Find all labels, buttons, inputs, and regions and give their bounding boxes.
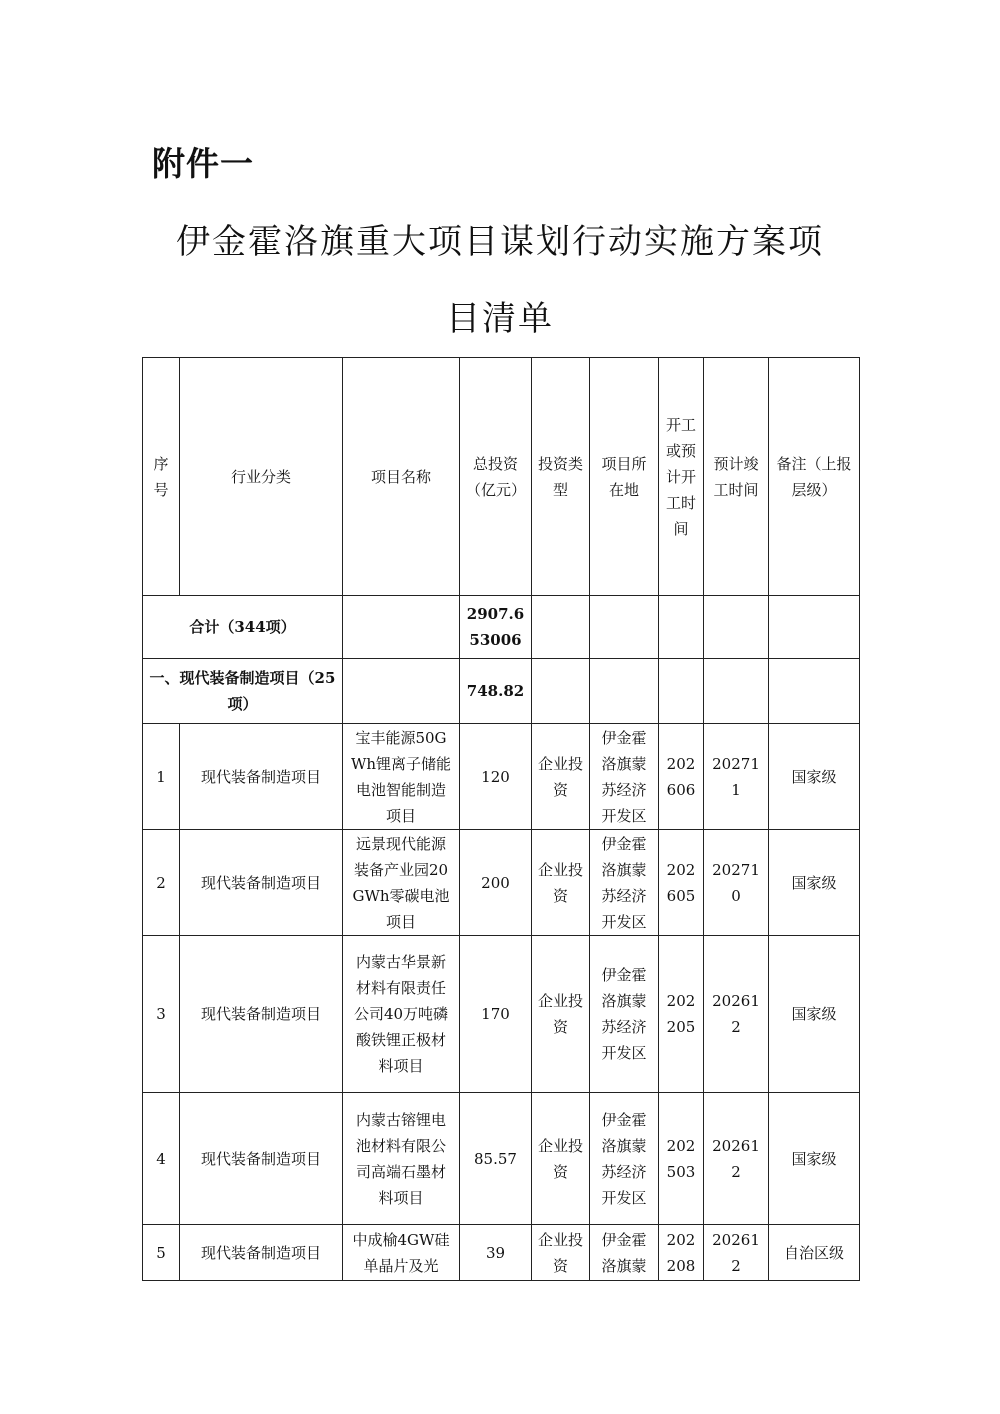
row-invest-type: 企业投资 [532, 830, 590, 936]
row-project-name: 内蒙古镕锂电池材料有限公司高端石墨材料项目 [343, 1093, 460, 1225]
total-row [143, 596, 860, 659]
table-row [143, 1093, 860, 1225]
row-finish: 202710 [704, 830, 769, 936]
table-row [143, 1225, 860, 1281]
row-location: 伊金霍洛旗蒙 [590, 1225, 659, 1281]
row-investment: 120 [460, 724, 532, 830]
row-start: 202605 [659, 830, 704, 936]
row-location: 伊金霍洛旗蒙苏经济开发区 [590, 936, 659, 1093]
row-industry: 现代装备制造项目 [180, 830, 343, 936]
section-investment: 748.82 [460, 659, 532, 724]
row-seq: 5 [143, 1225, 180, 1281]
row-industry: 现代装备制造项目 [180, 1225, 343, 1281]
row-start: 202208 [659, 1225, 704, 1281]
header-industry: 行业分类 [180, 358, 343, 596]
table-row [143, 724, 860, 830]
row-note: 国家级 [769, 724, 860, 830]
row-start: 202606 [659, 724, 704, 830]
header-location: 项目所在地 [590, 358, 659, 596]
row-seq: 2 [143, 830, 180, 936]
row-industry: 现代装备制造项目 [180, 1093, 343, 1225]
row-project-name: 中成榆4GW硅单晶片及光 [343, 1225, 460, 1281]
row-start: 202205 [659, 936, 704, 1093]
row-finish: 202612 [704, 1225, 769, 1281]
row-project-name: 远景现代能源装备产业园20GWh零碳电池项目 [343, 830, 460, 936]
header-note: 备注（上报层级） [769, 358, 860, 596]
row-invest-type: 企业投资 [532, 936, 590, 1093]
section-label: 一、现代装备制造项目（25项） [143, 659, 343, 724]
row-industry: 现代装备制造项目 [180, 724, 343, 830]
row-note: 国家级 [769, 1093, 860, 1225]
project-list-table [142, 357, 860, 1281]
row-seq: 4 [143, 1093, 180, 1225]
header-investment: 总投资（亿元） [460, 358, 532, 596]
row-seq: 3 [143, 936, 180, 1093]
table-header-row [143, 358, 860, 596]
header-start: 开工或预计开工时间 [659, 358, 704, 596]
row-investment: 39 [460, 1225, 532, 1281]
row-invest-type: 企业投资 [532, 1225, 590, 1281]
section-row [143, 659, 860, 724]
row-investment: 170 [460, 936, 532, 1093]
total-investment: 2907.653006 [460, 596, 532, 659]
row-project-name: 宝丰能源50GWh锂离子储能电池智能制造项目 [343, 724, 460, 830]
total-label: 合计（344项） [143, 596, 343, 659]
row-industry: 现代装备制造项目 [180, 936, 343, 1093]
header-finish: 预计竣工时间 [704, 358, 769, 596]
table-row [143, 936, 860, 1093]
row-location: 伊金霍洛旗蒙苏经济开发区 [590, 1093, 659, 1225]
row-start: 202503 [659, 1093, 704, 1225]
row-note: 国家级 [769, 830, 860, 936]
row-invest-type: 企业投资 [532, 724, 590, 830]
document-title-line-1: 伊金霍洛旗重大项目谋划行动实施方案项 [176, 222, 824, 262]
row-finish: 202612 [704, 1093, 769, 1225]
row-note: 自治区级 [769, 1225, 860, 1281]
header-invest-type: 投资类型 [532, 358, 590, 596]
row-investment: 85.57 [460, 1093, 532, 1225]
document-title-line-2: 目清单 [446, 299, 554, 339]
document-heading: 附件一 [152, 144, 254, 183]
row-project-name: 内蒙古华景新材料有限责任公司40万吨磷酸铁锂正极材料项目 [343, 936, 460, 1093]
header-seq: 序号 [143, 358, 180, 596]
row-investment: 200 [460, 830, 532, 936]
row-location: 伊金霍洛旗蒙苏经济开发区 [590, 724, 659, 830]
row-invest-type: 企业投资 [532, 1093, 590, 1225]
table-row [143, 830, 860, 936]
row-finish: 202711 [704, 724, 769, 830]
row-location: 伊金霍洛旗蒙苏经济开发区 [590, 830, 659, 936]
row-seq: 1 [143, 724, 180, 830]
row-note: 国家级 [769, 936, 860, 1093]
header-name: 项目名称 [343, 358, 460, 596]
row-finish: 202612 [704, 936, 769, 1093]
